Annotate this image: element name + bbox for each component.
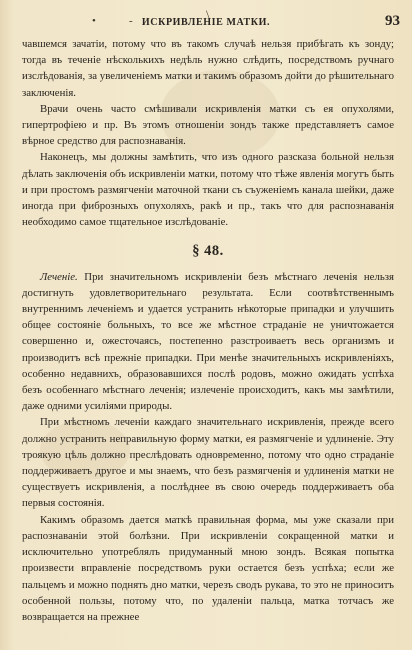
paragraph: Наконецъ, мы должны замѣтить, что изъ одного разсказа больной нельзя дѣлать заключенія объ искривленіи матки, потому что тѣже явленія могутъ быть и при простомъ размягченіи маточной ткани съ съуженіемъ канала шейки, даже иногда при фиброзныхъ опухоляхъ, ракѣ и пр., такъ что для распознаванія необходимо самое тщательное изслѣдованіе. [22,151,394,229]
running-title: ИСКРИВЛЕНІЕ МАТКИ. [141,17,271,28]
page-number: 93 [385,13,400,29]
paragraph-lead: Леченіе. [40,270,78,283]
page-body [22,36,394,625]
paragraph: чавшемся зачатіи, потому что въ такомъ случаѣ нельзя прибѣгать къ зонду; тогда въ теченіе нѣсколькихъ недѣль нужно слѣдить, посредствомъ ручнаго изслѣдованія, за увеличеніемъ матки и такимъ образомъ дойти до рѣшительнаго заключенія. [22,38,394,99]
page-header [0,7,412,33]
ink-mark: - [129,15,133,27]
paragraph: При мѣстномъ леченіи каждаго значительнаго искривленія, прежде всего должно устранить неправильную форму матки, ея размягченіе и удлиненіе. Эту троякую цѣль должно преслѣдовать одновременно, потому что одно страданіе поддерживаетъ другое и мы знаемъ, что безъ размягченія и удлиненія матки не существуетъ искривленія, а послѣднее въ свою очередь поддерживаетъ оба первыя состоянія. [22,416,394,510]
ink-mark: • [92,15,96,27]
section-number: § 48. [192,243,224,260]
paragraph: Какимъ образомъ дается маткѣ правильная форма, мы уже сказали при распознаваніи этой болѣзни. При искривленіи сокращенной матки и исключительно употреблялъ придуманный мною зондъ. Всякая попытка произвести вправленіе посредствомъ руки остается безъ успѣха; если же пальцемъ и можно поднять дно матки, черезъ сводъ рукава, то это не приноситъ особенной пользы, потому что, по удаленіи пальца, матка тотчасъ же возвращается на прежнее [22,513,394,623]
ink-mark: \ [206,7,210,21]
section-heading [22,243,394,259]
paragraph: Врачи очень часто смѣшивали искривленія матки съ ея опухолями, гипертрофіею и пр. Въ этомъ отношеніи зондъ также представляетъ самое вѣрное средство для распознаванія. [22,102,394,148]
paragraph [22,269,394,415]
paragraph-text: При значительномъ искривленіи безъ мѣстнаго леченія нельзя достигнуть удовлетворительнаго результата. Если соотвѣтственнымъ внутреннимъ леченіемъ и удается устранить нѣкоторые припадки и улучшить общее состояніе больныхъ, то все же мѣстное страданіе не уничтожается совершенно и, ожесточаясь, постепенно разстроиваетъ весь организмъ и производитъ всѣ прежніе припадки. При менѣе значительныхъ искривленіяхъ, особенно недавнихъ, образовавшихся послѣ родовъ, можно ожидать успѣха безъ особеннаго мѣстнаго леченія; излеченіе происходитъ, какъ мы замѣтили, даже одними усиліями природы. [22,270,394,413]
